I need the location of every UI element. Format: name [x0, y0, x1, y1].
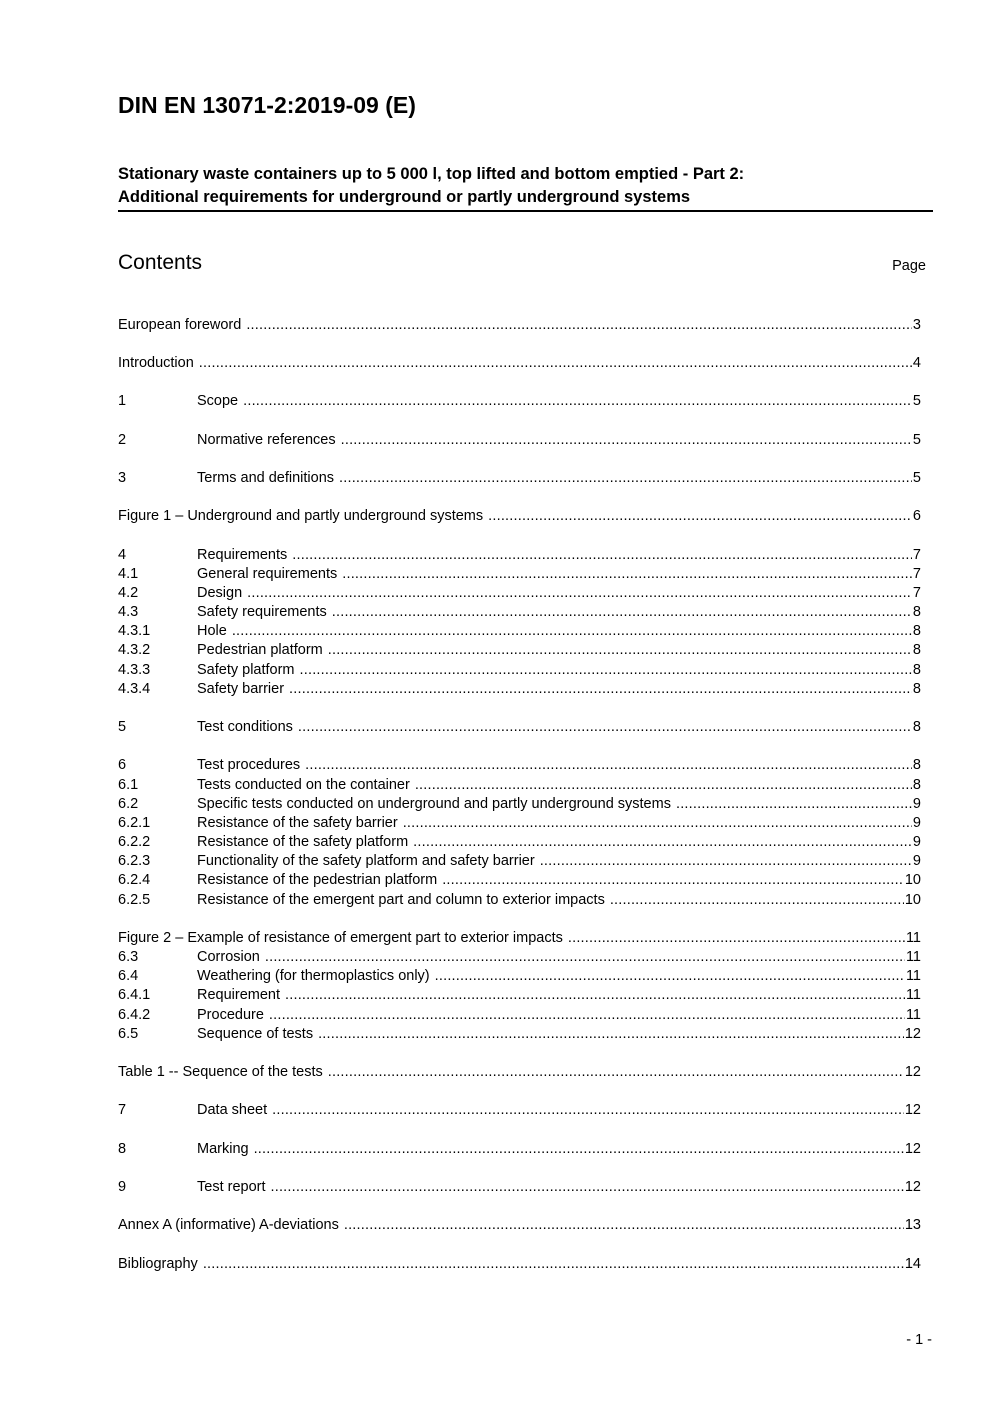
toc-entry-title: Sequence of tests: [197, 1026, 314, 1042]
toc-entry-title: Resistance of the safety platform: [197, 834, 409, 850]
toc-entry-page: 12: [904, 1141, 921, 1157]
footer-page-number: - 1 -: [906, 1332, 932, 1348]
toc-entry[interactable]: [118, 1178, 921, 1197]
toc-entry-number: 6.2.3: [118, 853, 151, 869]
toc-entry[interactable]: [118, 1025, 921, 1044]
toc-entry-title: Safety platform: [197, 662, 295, 678]
toc-entry-title: Test report: [197, 1179, 266, 1195]
document-title: DIN EN 13071-2:2019-09 (E): [118, 92, 416, 118]
toc-entry-number: 4.3.2: [118, 642, 151, 658]
toc-entry-number: 8: [118, 1141, 127, 1157]
toc-entry-title: Test conditions: [197, 719, 293, 735]
toc-dot-leader: [298, 718, 912, 737]
toc-dot-leader: [415, 776, 912, 795]
toc-entry-number: 6.3: [118, 949, 139, 965]
toc-entry[interactable]: [118, 1063, 921, 1082]
toc-entry-page: 13: [904, 1217, 921, 1233]
toc-entry-page: 8: [912, 681, 921, 697]
toc-dot-leader: [232, 622, 912, 641]
toc-entry-number: 4: [118, 547, 127, 563]
toc-entry[interactable]: [118, 871, 921, 890]
toc-entry[interactable]: [118, 814, 921, 833]
toc-dot-leader: [568, 929, 905, 948]
toc-entry-title: Safety requirements: [197, 604, 327, 620]
toc-entry[interactable]: [118, 680, 921, 699]
toc-entry-number: 4.3.3: [118, 662, 151, 678]
toc-entry[interactable]: [118, 852, 921, 871]
toc-dot-leader: [332, 603, 912, 622]
subtitle-line-1: Stationary waste containers up to 5 000 l, top lifted and bottom emptied - Part 2:: [118, 165, 745, 183]
toc-dot-leader: [435, 967, 905, 986]
toc-entry-number: 6.5: [118, 1026, 139, 1042]
toc-dot-leader: [272, 1101, 904, 1120]
toc-entry-title: Annex A (informative) A-deviations: [118, 1217, 339, 1233]
toc-entry[interactable]: [118, 1216, 921, 1235]
toc-entry-number: 6.4: [118, 968, 139, 984]
toc-entry-number: 5: [118, 719, 127, 735]
toc-entry-page: 8: [912, 623, 921, 639]
toc-entry[interactable]: [118, 622, 921, 641]
toc-dot-leader: [328, 1063, 904, 1082]
toc-entry-page: 5: [912, 393, 921, 409]
toc-entry-number: 7: [118, 1102, 127, 1118]
toc-dot-leader: [265, 948, 905, 967]
toc-entry[interactable]: [118, 507, 921, 526]
toc-entry-page: 12: [904, 1064, 921, 1080]
toc-entry-title: Data sheet: [197, 1102, 268, 1118]
toc-entry-page: 5: [912, 470, 921, 486]
toc-entry-page: 8: [912, 642, 921, 658]
toc-entry-title: General requirements: [197, 566, 338, 582]
toc-entry[interactable]: [118, 891, 921, 910]
toc-entry-title: Resistance of the pedestrian platform: [197, 872, 438, 888]
toc-dot-leader: [341, 431, 912, 450]
toc-dot-leader: [246, 316, 912, 335]
toc-entry-number: 6.2: [118, 796, 139, 812]
page-column-label: Page: [892, 258, 926, 274]
toc-entry-title: Requirements: [197, 547, 288, 563]
toc-entry-page: 7: [912, 585, 921, 601]
toc-entry-page: 3: [912, 317, 921, 333]
toc-entry-page: 8: [912, 604, 921, 620]
toc-entry[interactable]: [118, 584, 921, 603]
toc-entry-page: 11: [905, 1007, 921, 1023]
toc-entry-page: 11: [905, 987, 921, 1003]
toc-entry[interactable]: [118, 1101, 921, 1120]
toc-entry-number: 6.2.2: [118, 834, 151, 850]
toc-entry-title: Specific tests conducted on underground and partly underground systems: [197, 796, 671, 812]
toc-entry[interactable]: [118, 986, 921, 1005]
toc-entry-page: 8: [912, 719, 921, 735]
toc-entry-number: 9: [118, 1179, 127, 1195]
toc-entry-title: Introduction: [118, 355, 194, 371]
toc-entry-number: 4.3: [118, 604, 139, 620]
toc-dot-leader: [289, 680, 912, 699]
toc-entry[interactable]: [118, 316, 921, 335]
toc-entry-number: 6: [118, 757, 127, 773]
toc-dot-leader: [318, 1025, 904, 1044]
toc-dot-leader: [344, 1216, 904, 1235]
toc-entry-number: 4.2: [118, 585, 139, 601]
toc-entry-number: 3: [118, 470, 127, 486]
toc-dot-leader: [247, 584, 912, 603]
toc-dot-leader: [610, 891, 904, 910]
toc-dot-leader: [442, 871, 904, 890]
toc-entry[interactable]: [118, 1006, 921, 1025]
toc-entry[interactable]: [118, 641, 921, 660]
toc-dot-leader: [271, 1178, 904, 1197]
toc-entry-title: Normative references: [197, 432, 336, 448]
toc-entry-page: 9: [912, 796, 921, 812]
toc-entry-title: Terms and definitions: [197, 470, 335, 486]
toc-entry-page: 8: [912, 662, 921, 678]
toc-entry-title: Test procedures: [197, 757, 301, 773]
toc-entry[interactable]: [118, 1255, 921, 1274]
toc-dot-leader: [269, 1006, 905, 1025]
toc-entry-page: 12: [904, 1179, 921, 1195]
toc-entry[interactable]: [118, 661, 921, 680]
document-subtitle: [118, 163, 933, 212]
toc-entry-number: 6.4.1: [118, 987, 151, 1003]
toc-dot-leader: [285, 986, 905, 1005]
toc-dot-leader: [254, 1140, 904, 1159]
toc-entry[interactable]: [118, 795, 921, 814]
toc-dot-leader: [413, 833, 912, 852]
toc-entry-title: Corrosion: [197, 949, 260, 965]
toc-entry-title: Safety barrier: [197, 681, 285, 697]
toc-entry-number: 6.1: [118, 777, 139, 793]
toc-entry-page: 14: [904, 1256, 921, 1272]
toc-entry-page: 9: [912, 853, 921, 869]
toc-entry[interactable]: [118, 756, 921, 775]
toc-dot-leader: [339, 469, 912, 488]
toc-entry-title: Design: [197, 585, 243, 601]
toc-entry-number: 4.1: [118, 566, 139, 582]
toc-entry-page: 4: [912, 355, 921, 371]
toc-entry-number: 1: [118, 393, 127, 409]
toc-entry-page: 12: [904, 1026, 921, 1042]
toc-entry-title: Functionality of the safety platform and safety barrier: [197, 853, 535, 869]
toc-entry-page: 7: [912, 566, 921, 582]
toc-entry-title: Pedestrian platform: [197, 642, 323, 658]
toc-entry-title: Tests conducted on the container: [197, 777, 410, 793]
toc-entry-page: 9: [912, 834, 921, 850]
toc-entry-title: Bibliography: [118, 1256, 198, 1272]
toc-dot-leader: [305, 756, 912, 775]
toc-entry-title: Resistance of the emergent part and column to exterior impacts: [197, 892, 605, 908]
toc-dot-leader: [203, 1255, 904, 1274]
toc-entry-number: 6.2.1: [118, 815, 151, 831]
toc-dot-leader: [540, 852, 912, 871]
toc-dot-leader: [342, 565, 912, 584]
toc-entry-title: Table 1 -- Sequence of the tests: [118, 1064, 323, 1080]
toc-entry-number: 4.3.4: [118, 681, 151, 697]
toc-entry-number: 6.2.4: [118, 872, 151, 888]
toc-dot-leader: [292, 546, 912, 565]
toc-entry-page: 5: [912, 432, 921, 448]
contents-heading: Contents: [118, 251, 203, 274]
toc-entry[interactable]: [118, 1140, 921, 1159]
toc-entry-page: 11: [905, 930, 921, 946]
toc-entry-page: 12: [904, 1102, 921, 1118]
toc-entry-number: 6.4.2: [118, 1007, 151, 1023]
toc-entry-title: Hole: [197, 623, 227, 639]
toc-dot-leader: [488, 507, 912, 526]
toc-entry-page: 10: [904, 892, 921, 908]
toc-entry-page: 8: [912, 777, 921, 793]
toc-entry[interactable]: [118, 565, 921, 584]
toc-entry-number: 6.2.5: [118, 892, 151, 908]
toc-entry[interactable]: [118, 776, 921, 795]
toc-entry-title: Figure 1 – Underground and partly underground systems: [118, 508, 484, 524]
toc-entry-page: 9: [912, 815, 921, 831]
toc-entry-page: 6: [912, 508, 921, 524]
toc-entry-page: 8: [912, 757, 921, 773]
toc-dot-leader: [676, 795, 912, 814]
toc-entry-title: European foreword: [118, 317, 242, 333]
toc-entry[interactable]: [118, 603, 921, 622]
toc-entry-number: 4.3.1: [118, 623, 151, 639]
toc-entry[interactable]: [118, 431, 921, 450]
toc-entry[interactable]: [118, 546, 921, 565]
toc-entry[interactable]: [118, 833, 921, 852]
toc-entry-title: Weathering (for thermoplastics only): [197, 968, 430, 984]
toc-entry-page: 7: [912, 547, 921, 563]
toc-entry[interactable]: [118, 948, 921, 967]
toc-entry-page: 10: [904, 872, 921, 888]
toc-entry[interactable]: [118, 929, 921, 948]
toc-entry[interactable]: [118, 354, 921, 373]
toc-entry-title: Resistance of the safety barrier: [197, 815, 398, 831]
toc-entry[interactable]: [118, 392, 921, 411]
toc-entry-page: 11: [905, 968, 921, 984]
toc-entry-title: Requirement: [197, 987, 281, 1003]
toc-entry-title: Procedure: [197, 1007, 264, 1023]
toc-dot-leader: [328, 641, 912, 660]
subtitle-line-2: Additional requirements for underground or partly underground systems: [118, 188, 691, 206]
toc-entry-title: Scope: [197, 393, 239, 409]
toc-entry-title: Figure 2 – Example of resistance of emergent part to exterior impacts: [118, 930, 563, 946]
toc-entry[interactable]: [118, 967, 921, 986]
toc-entry-title: Marking: [197, 1141, 249, 1157]
toc-dot-leader: [403, 814, 912, 833]
toc-entry-number: 2: [118, 432, 127, 448]
toc-entry-page: 11: [905, 949, 921, 965]
toc-dot-leader: [199, 354, 912, 373]
toc-entry[interactable]: [118, 718, 921, 737]
toc-dot-leader: [243, 392, 912, 411]
toc-dot-leader: [300, 661, 912, 680]
toc-entry[interactable]: [118, 469, 921, 488]
